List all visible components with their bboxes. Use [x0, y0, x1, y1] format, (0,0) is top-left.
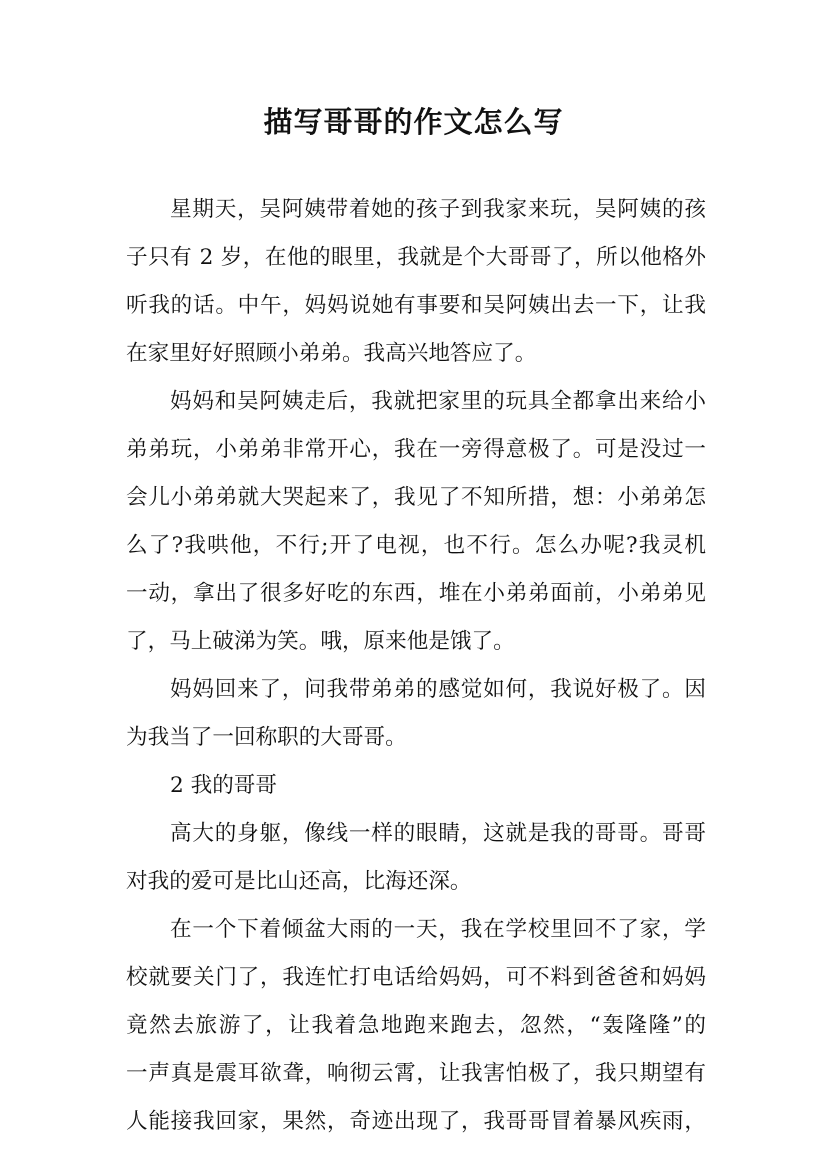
paragraph-2-line-1: 妈妈和吴阿姨走后，我就把家里的玩具全都拿出来给小 — [170, 389, 706, 414]
paragraph-2-line-6: 了，马上破涕为笑。哦，原来他是饿了。 — [126, 629, 515, 654]
section-heading: 2 我的哥哥 — [170, 773, 277, 798]
paragraph-5-line-2: 校就要关门了，我连忙打电话给妈妈，可不料到爸爸和妈妈 — [126, 965, 706, 990]
paragraph-5-line-5: 人能接我回家，果然，奇迹出现了，我哥哥冒着暴风疾雨， — [126, 1109, 706, 1134]
paragraph-2-line-4: 么了?我哄他，不行;开了电视，也不行。怎么办呢?我灵机 — [126, 533, 706, 558]
paragraph-1-line-3: 听我的话。中午，妈妈说她有事要和吴阿姨出去一下，让我 — [126, 293, 706, 318]
paragraph-1-line-4: 在家里好好照顾小弟弟。我高兴地答应了。 — [126, 341, 537, 366]
paragraph-4-line-1: 高大的身躯，像线一样的眼睛，这就是我的哥哥。哥哥 — [170, 821, 706, 846]
paragraph-5-line-4: 一声真是震耳欲聋，响彻云霄，让我害怕极了，我只期望有 — [126, 1061, 706, 1086]
paragraph-2-line-3: 会儿小弟弟就大哭起来了，我见了不知所措，想：小弟弟怎 — [126, 485, 706, 510]
paragraph-4-line-2: 对我的爱可是比山还高，比海还深。 — [126, 869, 472, 894]
paragraph-3-line-2: 为我当了一回称职的大哥哥。 — [126, 725, 407, 750]
paragraph-2-line-5: 一动，拿出了很多好吃的东西，堆在小弟弟面前，小弟弟见 — [126, 581, 706, 606]
paragraph-1-line-1: 星期天，吴阿姨带着她的孩子到我家来玩，吴阿姨的孩 — [170, 197, 706, 222]
paragraph-2-line-2: 弟弟玩，小弟弟非常开心，我在一旁得意极了。可是没过一 — [126, 437, 706, 462]
paragraph-1-line-2: 子只有 2 岁，在他的眼里，我就是个大哥哥了，所以他格外 — [126, 245, 706, 270]
paragraph-5-line-1: 在一个下着倾盆大雨的一天，我在学校里回不了家，学 — [170, 917, 706, 942]
paragraph-3-line-1: 妈妈回来了，问我带弟弟的感觉如何，我说好极了。因 — [170, 677, 706, 702]
paragraph-5-line-3: 竟然去旅游了，让我着急地跑来跑去，忽然，“轰隆隆”的 — [126, 1013, 706, 1038]
document-title: 描写哥哥的作文怎么写 — [263, 105, 564, 139]
